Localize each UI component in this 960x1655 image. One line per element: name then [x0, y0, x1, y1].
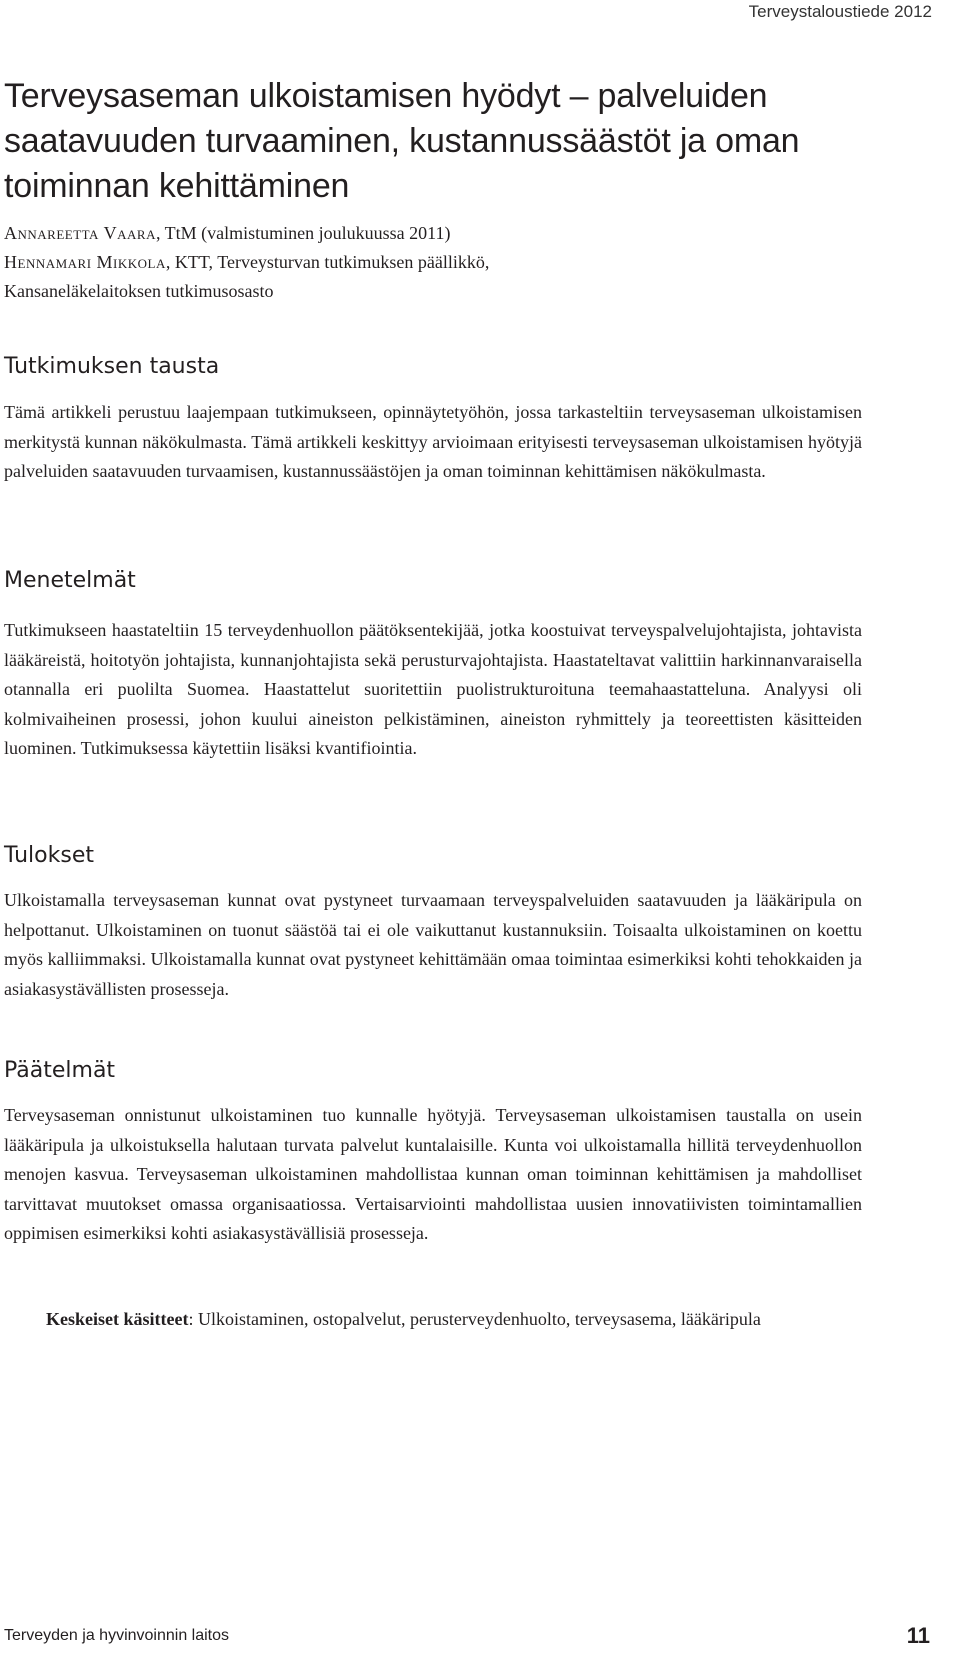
author-line-2	[4, 248, 924, 277]
section-text-menetelmat: Tutkimukseen haastateltiin 15 terveydenhuollon päätöksentekijää, jotka koostuivat terveyspalvelujohtajista, johtavista lääkäreistä, hoitotyön johtajista, kunnanjohtajista sekä perusturvajohtajista. Haastateltavat valittiin harkinnanvaraisella otannalla eri puolilta Suomea. Haastattelut suoritettiin puolistrukturoituna teemahaastatteluna. Analyysi oli kolmivaiheinen prosessi, johon kuului aineiston pelkistäminen, aineiston ryhmittely ja teoreettisten käsitteiden luominen. Tutkimuksessa käytettiin lisäksi kvantifiointia.	[4, 620, 862, 758]
section-text-tulokset: Ulkoistamalla terveysaseman kunnat ovat pystyneet turvaamaan terveyspalveluiden saatavuuden ja lääkäripula on helpottanut. Ulkoistaminen on tuonut säästöä tai ei ole vaikuttanut kustannuksiin. Toisaalta ulkoistaminen on koettu myös kalliimmaksi. Ulkoistamalla kunnat ovat pystyneet kehittämään omaa toimintaa esimerkiksi kohti tehokkaiden ja asiakasystävällisten prosesseja.	[4, 890, 862, 999]
page-number: 11	[906, 1623, 930, 1648]
article-title: Terveysaseman ulkoistamisen hyödyt – palveluiden saatavuuden turvaaminen, kustannussäästöt ja oman toiminnan kehittäminen	[4, 77, 800, 205]
author-line-1	[4, 219, 924, 248]
section-text-tausta: Tämä artikkeli perustuu laajempaan tutkimukseen, opinnäytetyöhön, jossa tarkasteltiin terveysaseman ulkoistamisen merkitystä kunnan näkökulmasta. Tämä artikkeli keskittyy arvioimaan erityisesti terveysaseman ulkoistamisen hyötyjä palveluiden saatavuuden turvaamisen, kustannussäästöjen ja oman toiminnan kehittämisen näkökulmasta.	[4, 402, 862, 481]
author-affiliation: Kansaneläkelaitoksen tutkimusosasto	[4, 281, 274, 301]
section-heading-tausta: Tutkimuksen tausta	[4, 354, 220, 379]
section-heading-tulokset: Tulokset	[4, 843, 94, 868]
running-head: Terveystaloustiede 2012	[748, 2, 932, 21]
footer-publisher: Terveyden ja hyvinvoinnin laitos	[4, 1627, 230, 1644]
authors-block	[4, 219, 924, 306]
author-name: Annareetta Vaara	[4, 223, 156, 243]
author-name: Hennamari Mikkola	[4, 252, 166, 272]
author-details: , TtM (valmistuminen joulukuussa 2011)	[155, 223, 451, 243]
keywords-text: : Ulkoistaminen, ostopalvelut, perusterveydenhuolto, terveysasema, lääkäripula	[188, 1309, 761, 1329]
keywords-label: Keskeiset käsitteet	[46, 1309, 189, 1329]
section-text-paatelmat: Terveysaseman onnistunut ulkoistaminen tuo kunnalle hyötyjä. Terveysaseman ulkoistamisen taustalla on usein lääkäripula ja ulkoistuksella halutaan turvata palvelut kuntalaisille. Kunta voi ulkoistamalla hillitä terveydenhuollon menojen kasvua. Terveysaseman ulkoistaminen mahdollistaa kunnan oman toiminnan kehittämisen ja mahdolliset tarvittavat muutokset omassa organisaatiossa. Vertaisarviointi mahdollistaa uusien innovatiivisten toimintamallien oppimisen esimerkiksi kohti asiakasystävällisiä prosesseja.	[4, 1105, 862, 1243]
section-heading-paatelmat: Päätelmät	[4, 1058, 116, 1083]
section-heading-menetelmat: Menetelmät	[4, 568, 136, 593]
author-details: , KTT, Terveysturvan tutkimuksen päällikkö,	[165, 252, 490, 272]
keywords-paragraph	[4, 1305, 862, 1335]
